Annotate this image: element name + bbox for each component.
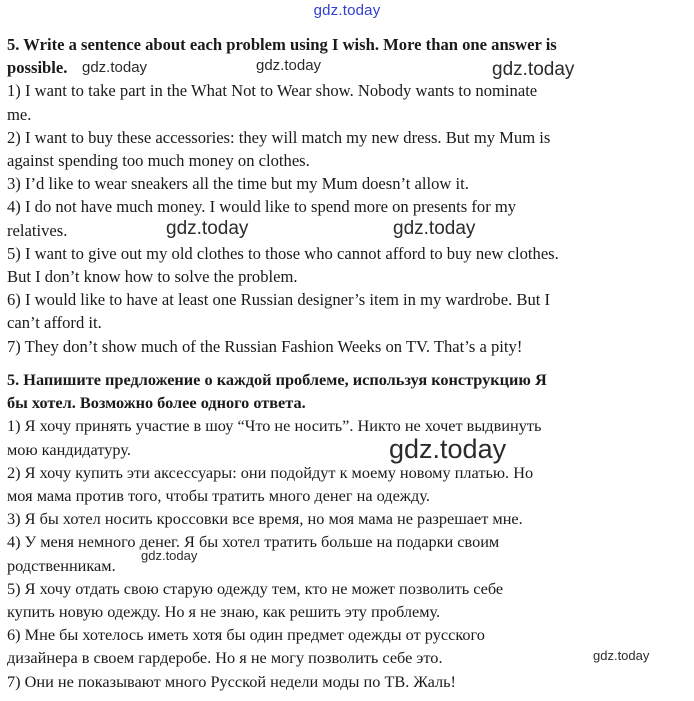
watermark: gdz.today	[593, 648, 650, 663]
english-line: 1) I want to take part in the What Not to Wear show. Nobody wants to nominate	[7, 81, 538, 101]
russian-line: 6) Мне бы хотелось иметь хотя бы один предмет одежды от русского	[7, 625, 485, 645]
russian-line: дизайнера в своем гардеробе. Но я не могу позволить себе это.	[7, 648, 443, 668]
english-heading-line-1: 5. Write a sentence about each problem using I wish. More than one answer is	[7, 35, 557, 54]
russian-heading-line-1: 5. Напишите предложение о каждой проблеме, используя конструкцию Я	[7, 370, 547, 389]
english-line: 6) I would like to have at least one Russian designer’s item in my wardrobe. But I	[7, 290, 551, 310]
english-line: 5) I want to give out my old clothes to those who cannot afford to buy new clothes.	[7, 243, 559, 263]
english-line: But I don’t know how to solve the problem.	[7, 267, 298, 287]
english-line: me.	[7, 104, 32, 124]
russian-section	[7, 368, 687, 693]
english-line: can’t afford it.	[7, 313, 102, 333]
english-line: 4) I do not have much money. I would like to spend more on presents for my	[7, 197, 517, 217]
russian-heading-line-2: бы хотел. Возможно более одного ответа.	[7, 393, 306, 413]
russian-line: моя мама против того, чтобы тратить много денег на одежду.	[7, 486, 430, 506]
english-line: 7) They don’t show much of the Russian Fashion Weeks on TV. That’s a pity!	[7, 336, 523, 356]
russian-line: купить новую одежду. Но я не знаю, как решить эту проблему.	[7, 602, 441, 622]
russian-line: 7) Они не показывают много Русской недели моды по ТВ. Жаль!	[7, 671, 456, 691]
watermark: gdz.today	[141, 548, 198, 563]
header-watermark: gdz.today	[313, 2, 381, 19]
watermark: gdz.today	[256, 57, 322, 74]
english-section	[7, 33, 687, 358]
watermark: gdz.today	[82, 59, 148, 76]
watermark: gdz.today	[492, 59, 575, 80]
english-line: 3) I’d like to wear sneakers all the time but my Mum doesn’t allow it.	[7, 174, 469, 194]
english-heading-line-2-text: possible.	[7, 58, 68, 78]
russian-line: мою кандидатуру.	[7, 439, 131, 459]
watermark: gdz.today	[393, 218, 476, 239]
watermark: gdz.today	[166, 218, 249, 239]
english-line: against spending too much money on clothes.	[7, 151, 310, 171]
russian-line: 1) Я хочу принять участие в шоу “Что не носить”. Никто не хочет выдвинуть	[7, 416, 542, 436]
watermark: gdz.today	[389, 434, 507, 464]
russian-line: родственникам.	[7, 555, 116, 575]
english-line: relatives.	[7, 220, 68, 240]
english-line: 2) I want to buy these accessories: they will match my new dress. But my Mum is	[7, 127, 551, 147]
russian-line: 2) Я хочу купить эти аксессуары: они подойдут к моему новому платью. Но	[7, 462, 534, 482]
russian-line: 4) У меня немного денег. Я бы хотел тратить больше на подарки своим	[7, 532, 500, 552]
russian-line: 3) Я бы хотел носить кроссовки все время, но моя мама не разрешает мне.	[7, 509, 523, 529]
russian-line: 5) Я хочу отдать свою старую одежду тем, кто не может позволить себе	[7, 578, 504, 598]
